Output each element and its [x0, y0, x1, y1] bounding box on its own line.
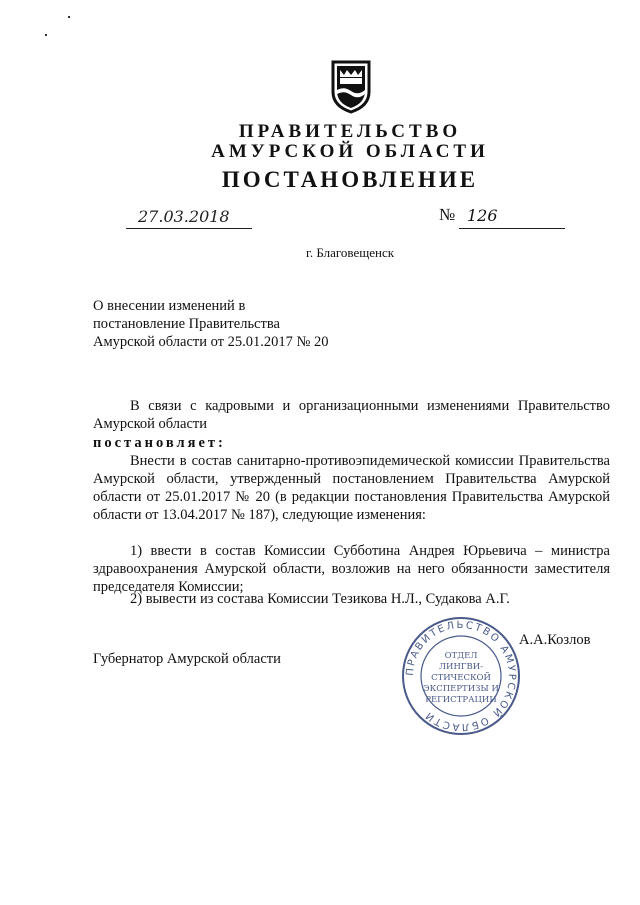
city-line: г. Благовещенск — [305, 245, 395, 260]
list-item-1: 1) ввести в состав Комиссии Субботина Андрея Юрьевича – министра здравоохранения Амурской области, возложив на него обязанности заместителя председателя Комиссии; — [93, 543, 610, 595]
svg-text:СТИЧЕСКОЙ: СТИЧЕСКОЙ — [431, 673, 491, 683]
svg-text:ЛИНГВИ-: ЛИНГВИ- — [438, 662, 484, 672]
coat-of-arms-icon — [327, 58, 375, 114]
scan-speck — [68, 16, 70, 18]
number-field — [459, 205, 565, 229]
number-sign: № — [439, 205, 456, 224]
number-value: 126 — [467, 206, 498, 225]
svg-text:РЕГИСТРАЦИИ: РЕГИСТРАЦИИ — [425, 695, 497, 705]
svg-text:ОТДЕЛ: ОТДЕЛ — [444, 651, 478, 661]
seal-stamp-icon — [399, 614, 523, 738]
document-subject: О внесении изменений в постановление Правительства Амурской области от 25.01.2017 № 20 — [93, 298, 329, 350]
main-paragraph: Внести в состав санитарно-противоэпидемической комиссии Правительства Амурской области, утвержденный постановлением Правительства Амурской области от 25.01.2017 № 20 (в редакции постановления Правительства Амурской области от 13.04.2017 № 187), следующие изменения: — [93, 453, 610, 523]
signatory-name: А.А.Козлов — [519, 632, 591, 648]
intro-paragraph-line2: Амурской области — [93, 416, 207, 432]
list-item-2: 2) вывести из состава Комиссии Тезикова Н.Л., Судакова А.Г. — [130, 591, 510, 607]
government-title-line2: АМУРСКОЙ ОБЛАСТИ — [211, 141, 489, 162]
svg-text:ЭКСПЕРТИЗЫ И: ЭКСПЕРТИЗЫ И — [423, 684, 499, 694]
svg-text:ПРАВИТЕЛЬСТВО АМУРСКОЙ ОБЛАСТИ: ПРАВИТЕЛЬСТВО АМУРСКОЙ ОБЛАСТИ — [404, 619, 518, 733]
document-type-title: ПОСТАНОВЛЕНИЕ — [221, 167, 479, 192]
coat-of-arms-emblem — [327, 58, 375, 114]
government-title-line1: ПРАВИТЕЛЬСТВО — [238, 121, 462, 142]
date-value: 27.03.2018 — [138, 207, 230, 226]
intro-paragraph-line1: В связи с кадровыми и организационными изменениями Правительство — [130, 398, 610, 414]
signatory-position: Губернатор Амурской области — [93, 651, 281, 667]
postanovlyaet-label: постановляет: — [93, 435, 226, 451]
date-field — [126, 205, 252, 229]
official-seal — [399, 614, 523, 738]
scan-speck — [45, 34, 47, 36]
